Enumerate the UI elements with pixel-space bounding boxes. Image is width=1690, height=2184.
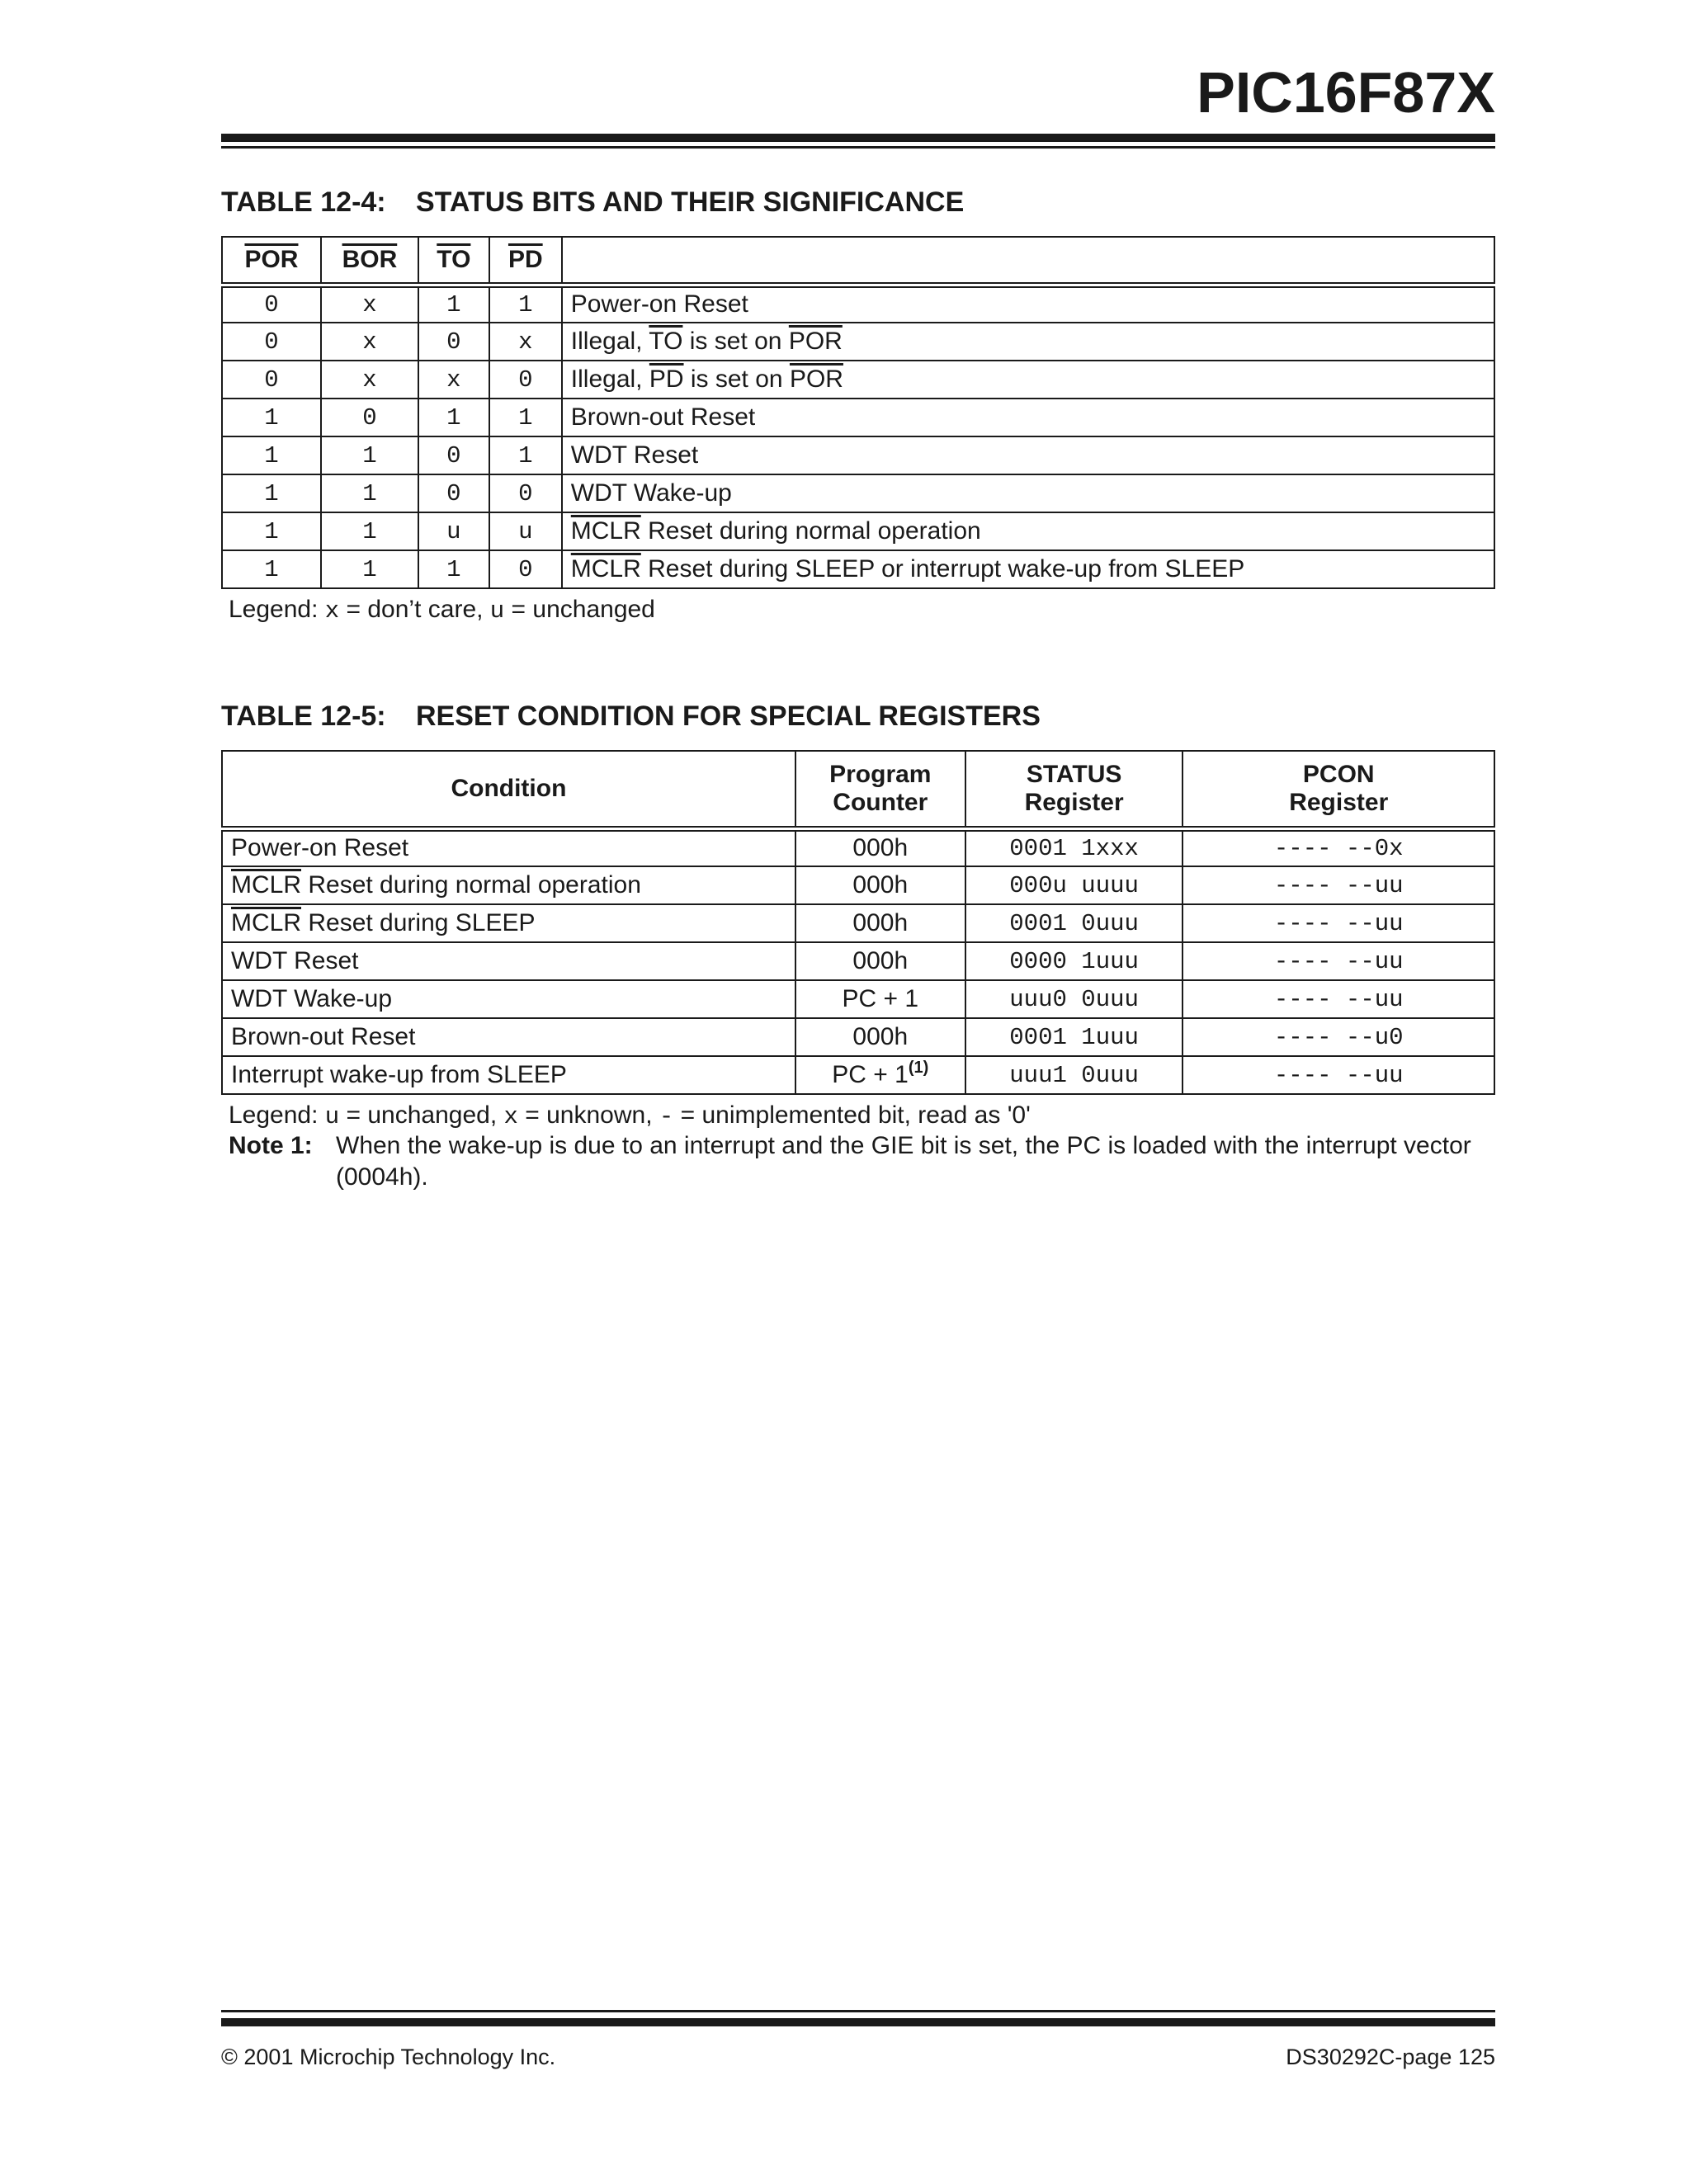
table-12-5-title: RESET CONDITION FOR SPECIAL REGISTERS: [416, 700, 1041, 732]
to-value: 1: [418, 399, 489, 436]
header-description: [562, 237, 1494, 285]
status-register-cell: uuu1 0uuu: [965, 1056, 1183, 1094]
header-bor: $\overline{BOR}$: [321, 237, 418, 285]
status-register-cell: 0001 1xxx: [965, 828, 1183, 866]
table-row: [222, 942, 1494, 980]
status-description: Illegal, $\overline{TO}$ is set on $\overline{POR}$: [562, 323, 1494, 361]
program-counter-cell: PC + $1^{(1)}$: [795, 1056, 965, 1094]
status-description: WDT Wake-up: [562, 474, 1494, 512]
pd-value: 1: [489, 436, 562, 474]
status-register-cell: 0001 1uuu: [965, 1018, 1183, 1056]
header-status-register: STATUS Register: [965, 751, 1183, 828]
pd-value: 0: [489, 474, 562, 512]
table-12-4-title: STATUS BITS AND THEIR SIGNIFICANCE: [416, 186, 965, 218]
status-bits-table: [221, 236, 1495, 589]
por-value: 0: [222, 285, 321, 323]
note-label: Note 1:: [229, 1132, 313, 1159]
pcon-register-cell: ---- --u0: [1183, 1018, 1494, 1056]
footer-rule-thick: [221, 2018, 1495, 2026]
table-12-5-note: [229, 1130, 1499, 1193]
header-rule-thick: [221, 134, 1495, 142]
to-value: 0: [418, 436, 489, 474]
to-value: 0: [418, 474, 489, 512]
pcon-register-cell: ---- --uu: [1183, 1056, 1494, 1094]
page-title: PIC16F87X: [1197, 60, 1495, 125]
bor-value: x: [321, 323, 418, 361]
pcon-register-cell: ---- --0x: [1183, 828, 1494, 866]
table-12-5-caption: [221, 700, 1041, 733]
to-value: x: [418, 361, 489, 399]
header-rule-thin: [221, 146, 1495, 149]
table-row: [222, 828, 1494, 866]
por-value: 1: [222, 399, 321, 436]
condition-cell: MCLR Reset during normal operation: [222, 866, 795, 904]
por-value: 1: [222, 474, 321, 512]
por-value: 1: [222, 512, 321, 550]
pd-value: 0: [489, 361, 562, 399]
status-description: WDT Reset: [562, 436, 1494, 474]
table-row: [222, 1018, 1494, 1056]
table-row: [222, 1056, 1494, 1094]
to-value: 0: [418, 323, 489, 361]
pd-value: 0: [489, 550, 562, 588]
header-program-counter: Program Counter: [795, 751, 965, 828]
footer-page-number: DS30292C-page 125: [1286, 2045, 1495, 2069]
bor-value: 1: [321, 550, 418, 588]
bor-value: 1: [321, 436, 418, 474]
condition-cell: Interrupt wake-up from SLEEP: [222, 1056, 795, 1094]
program-counter-cell: PC + 1: [795, 980, 965, 1018]
condition-cell: WDT Wake-up: [222, 980, 795, 1018]
pd-value: 1: [489, 285, 562, 323]
table-row: [222, 399, 1494, 436]
por-value: 0: [222, 323, 321, 361]
program-counter-cell: 000h: [795, 828, 965, 866]
header-por: $\overline{POR}$: [222, 237, 321, 285]
pd-value: u: [489, 512, 562, 550]
bor-value: x: [321, 361, 418, 399]
bor-value: 0: [321, 399, 418, 436]
por-value: 1: [222, 550, 321, 588]
to-value: u: [418, 512, 489, 550]
table-row: [222, 904, 1494, 942]
pcon-register-cell: ---- --uu: [1183, 942, 1494, 980]
note-text: When the wake-up is due to an interrupt and the GIE bit is set, the PC is loaded with the interrupt vector (0004h).: [336, 1132, 1471, 1191]
condition-cell: MCLR Reset during SLEEP: [222, 904, 795, 942]
condition-cell: WDT Reset: [222, 942, 795, 980]
condition-cell: Power-on Reset: [222, 828, 795, 866]
bor-value: 1: [321, 512, 418, 550]
table-row: [222, 474, 1494, 512]
header-to: $\overline{TO}$: [418, 237, 489, 285]
footer-copyright: © 2001 Microchip Technology Inc.: [221, 2045, 556, 2069]
program-counter-cell: 000h: [795, 866, 965, 904]
table-12-4-legend: Legend: x = don’t care, u = unchanged: [229, 596, 655, 625]
table-row: [222, 980, 1494, 1018]
table-row: [222, 550, 1494, 588]
table-12-4-number: TABLE 12-4:: [221, 186, 386, 218]
to-value: 1: [418, 550, 489, 588]
to-value: 1: [418, 285, 489, 323]
condition-cell: Brown-out Reset: [222, 1018, 795, 1056]
program-counter-cell: 000h: [795, 904, 965, 942]
pcon-register-cell: ---- --uu: [1183, 904, 1494, 942]
status-register-cell: uuu0 0uuu: [965, 980, 1183, 1018]
program-counter-cell: 000h: [795, 1018, 965, 1056]
status-register-cell: 0001 0uuu: [965, 904, 1183, 942]
pcon-register-cell: ---- --uu: [1183, 980, 1494, 1018]
bor-value: x: [321, 285, 418, 323]
status-description: MCLR Reset during normal operation: [562, 512, 1494, 550]
table-12-5-number: TABLE 12-5:: [221, 700, 386, 732]
status-description: Brown-out Reset: [562, 399, 1494, 436]
bor-value: 1: [321, 474, 418, 512]
pd-value: x: [489, 323, 562, 361]
por-value: 0: [222, 361, 321, 399]
status-description: Power-on Reset: [562, 285, 1494, 323]
por-value: 1: [222, 436, 321, 474]
table-row: [222, 285, 1494, 323]
status-register-cell: 000u uuuu: [965, 866, 1183, 904]
status-description: MCLR Reset during SLEEP or interrupt wake-up from SLEEP: [562, 550, 1494, 588]
table-row: [222, 866, 1494, 904]
status-description: Illegal, $\overline{PD}$ is set on $\overline{POR}$: [562, 361, 1494, 399]
footer-rule-thin: [221, 2010, 1495, 2012]
pcon-register-cell: ---- --uu: [1183, 866, 1494, 904]
reset-condition-table: [221, 750, 1495, 1095]
table-row: [222, 361, 1494, 399]
table-row: [222, 512, 1494, 550]
table-row: [222, 323, 1494, 361]
header-pd: $\overline{PD}$: [489, 237, 562, 285]
header-condition: Condition: [222, 751, 795, 828]
pd-value: 1: [489, 399, 562, 436]
table-12-5-legend: Legend: u = unchanged, x = unknown, - = unimplemented bit, read as '0': [229, 1101, 1031, 1130]
header-pcon-register: PCON Register: [1183, 751, 1494, 828]
table-12-4-caption: [221, 186, 964, 219]
program-counter-cell: 000h: [795, 942, 965, 980]
status-register-cell: 0000 1uuu: [965, 942, 1183, 980]
table-row: [222, 436, 1494, 474]
